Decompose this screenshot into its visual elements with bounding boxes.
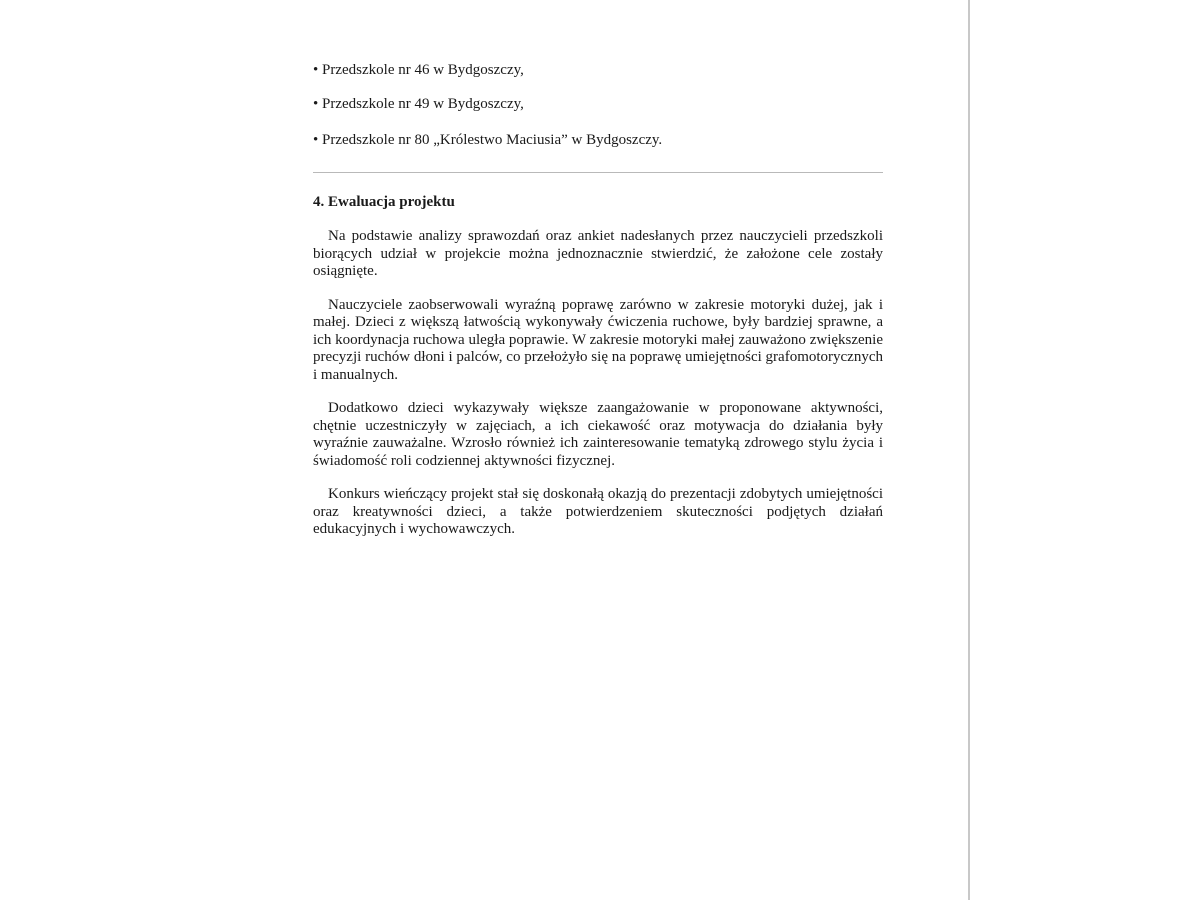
bullet-item: • Przedszkole nr 80 „Królestwo Maciusia” w Bydgoszczy.	[313, 132, 663, 148]
paragraph: Dodatkowo dzieci wykazywały większe zaangażowanie w proponowane aktywności, chętnie uczestniczyły w zajęciach, a ich ciekawość oraz motywacja do działania były wyraźnie zauważalne. Wzrosło również ich zainteresowanie tematyką zdrowego stylu życia i świadomość roli codziennej aktywności fizycznej.	[313, 400, 883, 469]
bullet-item: • Przedszkole nr 46 w Bydgoszczy,	[313, 62, 524, 78]
paragraph: Na podstawie analizy sprawozdań oraz ankiet nadesłanych przez nauczycieli przedszkoli biorących udział w projekcie można jednoznacznie stwierdzić, że założone cele zostały osiągnięte.	[313, 228, 883, 279]
section-heading: 4. Ewaluacja projektu	[313, 194, 455, 210]
bullet-item: • Przedszkole nr 49 w Bydgoszczy,	[313, 96, 524, 112]
paragraph: Konkurs wieńczący projekt stał się doskonałą okazją do prezentacji zdobytych umiejętności oraz kreatywności dzieci, a także potwierdzeniem skuteczności podjętych działań edukacyjnych i wychowawczych.	[313, 486, 883, 537]
paragraph: Nauczyciele zaobserwowali wyraźną poprawę zarówno w zakresie motoryki dużej, jak i małej. Dzieci z większą łatwością wykonywały ćwiczenia ruchowe, były bardziej sprawne, a ich koordynacja ruchowa uległa poprawie. W zakresie motoryki małej zauważono zwiększenie precyzji ruchów dłoni i palców, co przełożyło się na poprawę umiejętności grafomotorycznych i manualnych.	[313, 296, 883, 383]
horizontal-rule	[313, 172, 883, 173]
document-content	[313, 62, 883, 539]
page-edge-divider	[968, 0, 970, 900]
